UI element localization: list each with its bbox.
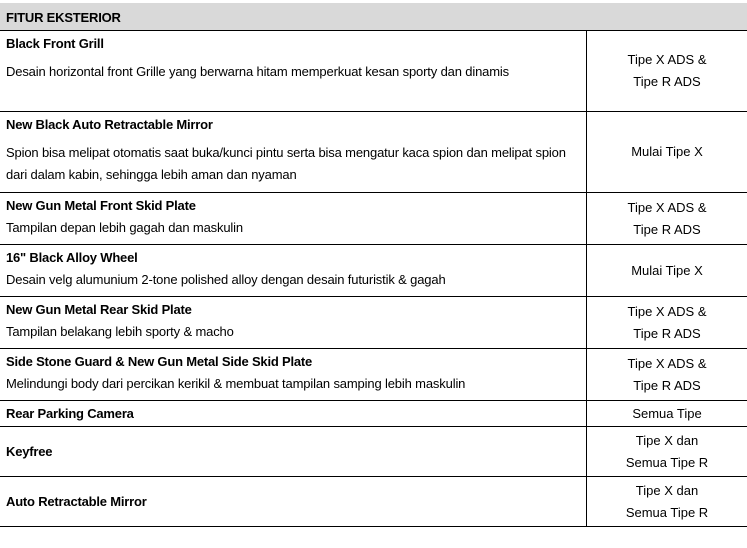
availability-line: Tipe R ADS	[633, 325, 701, 341]
feature-description: Desain velg alumunium 2-tone polished alloy dengan desain futuristik & gagah	[6, 272, 446, 287]
table-row	[0, 112, 747, 193]
feature-cell	[0, 193, 587, 244]
feature-cell	[0, 349, 587, 400]
availability-line: Semua Tipe R	[625, 454, 709, 470]
availability-cell	[587, 477, 747, 526]
feature-description: Tampilan belakang lebih sporty & macho	[6, 324, 234, 339]
availability-line: Semua Tipe	[632, 405, 702, 421]
availability-line: Tipe R ADS	[633, 74, 701, 89]
feature-cell	[0, 112, 587, 192]
feature-cell	[0, 427, 587, 476]
availability-line: Tipe X dan	[635, 482, 699, 498]
availability-line: Tipe X dan	[635, 432, 699, 448]
feature-description: Desain horizontal front Grille yang berwarna hitam memperkuat kesan sporty dan dinamis	[6, 64, 510, 79]
feature-title: New Gun Metal Rear Skid Plate	[6, 302, 192, 317]
availability-cell	[587, 401, 747, 426]
feature-cell	[0, 31, 587, 111]
table-row	[0, 193, 747, 245]
feature-title: 16" Black Alloy Wheel	[6, 250, 138, 265]
table-row	[0, 477, 747, 527]
availability-cell	[587, 193, 747, 244]
feature-description: Tampilan depan lebih gagah dan maskulin	[6, 220, 243, 235]
feature-title: New Gun Metal Front Skid Plate	[6, 198, 196, 213]
availability-cell	[587, 349, 747, 400]
section-title: FITUR EKSTERIOR	[0, 3, 747, 31]
availability-line: Mulai Tipe X	[631, 144, 703, 159]
feature-table	[0, 3, 747, 527]
availability-line: Tipe X ADS &	[627, 52, 707, 67]
feature-description: Spion bisa melipat otomatis saat buka/kunci pintu serta bisa mengatur kaca spion dan melipat spion dari dalam kabin, sehingga lebih aman dan nyaman	[6, 145, 566, 182]
availability-cell	[587, 245, 747, 296]
feature-cell	[0, 297, 587, 348]
feature-title: New Black Auto Retractable Mirror	[6, 117, 213, 132]
table-row	[0, 297, 747, 349]
availability-line: Tipe X ADS &	[627, 199, 707, 215]
feature-description: Melindungi body dari percikan kerikil & membuat tampilan samping lebih maskulin	[6, 376, 466, 391]
table-row	[0, 349, 747, 401]
availability-cell	[587, 31, 747, 111]
availability-line: Semua Tipe R	[625, 504, 709, 520]
table-row	[0, 427, 747, 477]
table-row	[0, 245, 747, 297]
feature-cell	[0, 401, 587, 426]
table-row	[0, 31, 747, 112]
availability-line: Tipe R ADS	[633, 221, 701, 237]
availability-line: Tipe X ADS &	[627, 355, 707, 371]
table-row	[0, 401, 747, 427]
availability-cell	[587, 427, 747, 476]
feature-title: Rear Parking Camera	[6, 405, 134, 421]
feature-title: Auto Retractable Mirror	[6, 493, 147, 509]
availability-line: Mulai Tipe X	[631, 262, 703, 278]
availability-line: Tipe R ADS	[633, 377, 701, 393]
feature-title: Keyfree	[6, 443, 53, 459]
availability-line: Tipe X ADS &	[627, 303, 707, 319]
availability-cell	[587, 112, 747, 192]
feature-cell	[0, 477, 587, 526]
availability-cell	[587, 297, 747, 348]
feature-cell	[0, 245, 587, 296]
feature-title: Black Front Grill	[6, 36, 104, 51]
feature-title: Side Stone Guard & New Gun Metal Side Skid Plate	[6, 354, 313, 369]
